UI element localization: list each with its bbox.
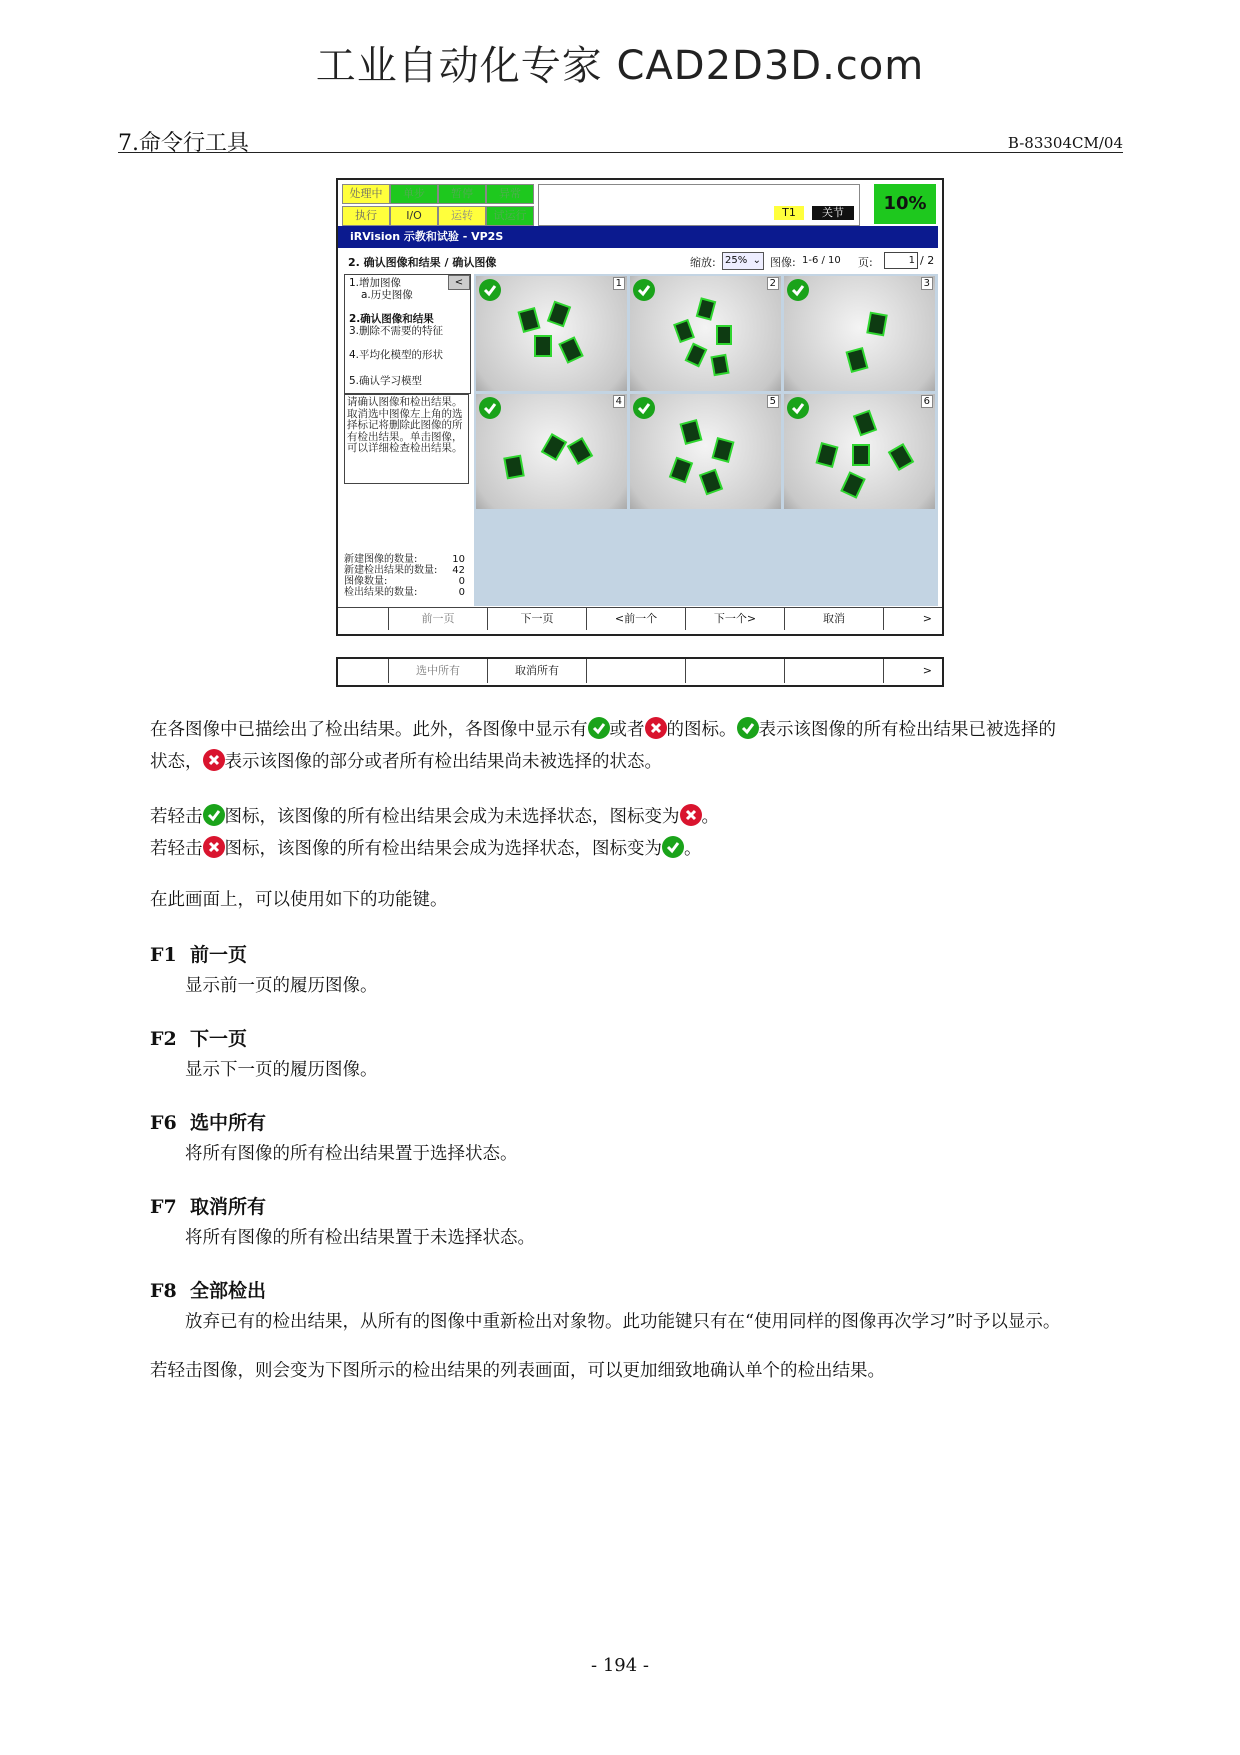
zoom-value: 25%: [725, 255, 748, 266]
text-run: 图标，该图像的所有检出结果会成为未选择状态，图标变为: [224, 807, 680, 827]
paragraph-icons: [150, 714, 1135, 778]
image-range: 1-6 / 10: [802, 255, 841, 266]
header-rule: [118, 152, 1123, 153]
text-run: 。: [684, 839, 702, 859]
document-number: B-83304CM/04: [1007, 134, 1123, 152]
image-number: 2: [767, 277, 779, 290]
fkey-blank: [587, 659, 686, 683]
menu-item-history[interactable]: a.历史图像: [361, 289, 413, 301]
cross-icon: [680, 804, 702, 826]
key-desc-f2: 显示下一页的履历图像。: [185, 1060, 378, 1080]
zoom-select[interactable]: [722, 252, 764, 270]
function-key-bar: [338, 607, 942, 631]
image-grid: [474, 274, 938, 606]
key-heading-f7: [150, 1192, 266, 1219]
key-desc-f7: 将所有图像的所有检出结果置于未选择状态。: [185, 1228, 535, 1248]
fkey-more[interactable]: >: [922, 612, 932, 625]
check-icon: [662, 836, 684, 858]
count-row: [344, 554, 469, 565]
fkey-cancel[interactable]: 取消: [785, 608, 884, 630]
fkey-blank: [338, 659, 389, 683]
screen-header: [338, 252, 942, 270]
fkey-next-page[interactable]: 下一页: [488, 608, 587, 630]
text-run: 状态，: [150, 752, 203, 772]
check-icon[interactable]: [479, 397, 501, 419]
status-prod: 运转: [438, 206, 486, 226]
count-value: 10: [452, 554, 465, 565]
menu-item-confirm[interactable]: 2.确认图像和结果: [349, 313, 434, 325]
status-step: 单步: [390, 184, 438, 204]
count-label: 图像数量:: [344, 576, 388, 587]
image-cell[interactable]: [630, 276, 781, 391]
function-key-bar-alt: [336, 657, 944, 687]
check-icon[interactable]: [787, 279, 809, 301]
page-input[interactable]: 1: [884, 252, 918, 269]
image-cell[interactable]: [784, 394, 935, 509]
key-name: 全部检出: [189, 1280, 266, 1302]
key-desc-f6: 将所有图像的所有检出结果置于选择状态。: [185, 1144, 518, 1164]
coord-joint: 关节: [812, 206, 854, 220]
count-table: [344, 554, 469, 598]
menu-item-average[interactable]: 4.平均化模型的形状: [349, 349, 444, 361]
text-run: 若轻击: [150, 807, 203, 827]
text-run: 。: [701, 807, 719, 827]
check-icon[interactable]: [633, 279, 655, 301]
paragraph-toggle-off: [150, 801, 1135, 833]
key-heading-f6: [150, 1108, 266, 1135]
count-value: 42: [452, 565, 465, 576]
paragraph-last: 若轻击图像，则会变为下图所示的检出结果的列表画面，可以更加细致地确认单个的检出结果。: [150, 1361, 885, 1381]
key-name: 取消所有: [189, 1196, 266, 1218]
key-heading-f2: [150, 1024, 247, 1051]
count-row: [344, 565, 469, 576]
key-name: 选中所有: [189, 1112, 266, 1134]
key-heading-f1: [150, 940, 247, 967]
fkey-blank: [785, 659, 884, 683]
image-number: 6: [921, 395, 933, 408]
key-code: F8: [150, 1280, 177, 1302]
pendant-screen: [336, 178, 944, 636]
count-value: 0: [458, 587, 465, 598]
page-total: / 2: [920, 254, 935, 267]
text-run: 在各图像中已描绘出了检出结果。此外，各图像中显示有: [150, 720, 588, 740]
menu-item-check-model[interactable]: 5.确认学习模型: [349, 375, 423, 387]
key-name: 下一页: [189, 1028, 247, 1050]
detected-parts: [665, 296, 750, 381]
status-fault: 异常: [486, 184, 534, 204]
mode-t1: T1: [774, 206, 804, 220]
menu-item-delete[interactable]: 3.删除不需要的特征: [349, 325, 444, 337]
zoom-label: 缩放:: [690, 256, 716, 269]
chevron-down-icon: ⌄: [752, 255, 761, 266]
page-number: - 194 -: [591, 1655, 649, 1676]
text-run: 图标，该图像的所有检出结果会成为选择状态，图标变为: [224, 839, 662, 859]
image-label: 图像:: [770, 256, 796, 269]
site-banner: 工业自动化专家 CAD2D3D.com: [315, 43, 925, 89]
fkey-next-item[interactable]: 下一个>: [686, 608, 785, 630]
override-percent: 10%: [874, 184, 936, 224]
check-icon: [588, 717, 610, 739]
detected-parts: [839, 306, 909, 381]
status-hold: 暂停: [438, 184, 486, 204]
fkey-deselect-all[interactable]: 取消所有: [488, 659, 587, 683]
detected-parts: [665, 414, 750, 499]
cross-icon: [203, 749, 225, 771]
step-title: 2. 确认图像和结果 / 确认图像: [348, 256, 497, 269]
fkey-prev-page[interactable]: 前一页: [389, 608, 488, 630]
check-icon: [737, 717, 759, 739]
key-code: F7: [150, 1196, 177, 1218]
count-row: [344, 587, 469, 598]
key-code: F1: [150, 944, 177, 966]
key-heading-f8: [150, 1276, 266, 1303]
key-name: 前一页: [189, 944, 247, 966]
status-tcyc: 试运行: [486, 206, 534, 226]
count-row: [344, 576, 469, 587]
paragraph-toggle-on: [150, 833, 1135, 865]
fkey-blank: [686, 659, 785, 683]
status-io: I/O: [390, 206, 438, 226]
paragraph-keys-intro: 在此画面上，可以使用如下的功能键。: [150, 890, 448, 910]
fkey-more[interactable]: >: [922, 664, 932, 677]
chapter-title: 7.命令行工具: [118, 131, 249, 156]
text-run: 表示该图像的部分或者所有检出结果尚未被选择的状态。: [224, 752, 662, 772]
key-desc-f8: 放弃已有的检出结果，从所有的图像中重新检出对象物。此功能键只有在“使用同样的图像再次学习”时予以显示。: [185, 1312, 1061, 1332]
count-label: 新建检出结果的数量:: [344, 565, 438, 576]
image-cell[interactable]: [784, 276, 935, 391]
text-run: 若轻击: [150, 839, 203, 859]
key-code: F6: [150, 1112, 177, 1134]
count-label: 检出结果的数量:: [344, 587, 418, 598]
screen-title: iRVision 示教和试验 - VP2S: [338, 226, 938, 248]
page-label: 页:: [858, 256, 873, 269]
image-number: 4: [613, 395, 625, 408]
count-value: 0: [458, 576, 465, 587]
menu-back-button[interactable]: <: [448, 275, 470, 290]
text-run: 表示该图像的所有检出结果已被选择的: [758, 720, 1056, 740]
check-icon: [203, 804, 225, 826]
check-icon[interactable]: [787, 397, 809, 419]
key-desc-f1: 显示前一页的履历图像。: [185, 976, 378, 996]
check-icon[interactable]: [479, 279, 501, 301]
menu-item-add-image[interactable]: 1.增加图像: [349, 277, 402, 289]
cross-icon: [645, 717, 667, 739]
image-cell[interactable]: [476, 276, 627, 391]
image-number: 3: [921, 277, 933, 290]
fkey-blank: [338, 608, 389, 630]
image-number: 5: [767, 395, 779, 408]
image-cell[interactable]: [476, 394, 627, 509]
wizard-menu: [344, 274, 471, 394]
detected-parts: [496, 429, 606, 499]
text-run: 或者: [609, 720, 645, 740]
status-busy: 处理中: [342, 184, 390, 204]
cross-icon: [203, 836, 225, 858]
detected-parts: [809, 409, 924, 504]
text-run: 的图标。: [666, 720, 737, 740]
fkey-select-all[interactable]: 选中所有: [389, 659, 488, 683]
help-text: 请确认图像和检出结果。取消选中图像左上角的选择标记将删除此图像的所有检出结果。单击图像，可以详细检查检出结果。: [344, 394, 469, 484]
detected-parts: [511, 296, 596, 376]
key-code: F2: [150, 1028, 177, 1050]
count-label: 新建图像的数量:: [344, 554, 418, 565]
check-icon[interactable]: [633, 397, 655, 419]
fkey-prev-item[interactable]: <前一个: [587, 608, 686, 630]
status-run: 执行: [342, 206, 390, 226]
image-number: 1: [613, 277, 625, 290]
image-cell[interactable]: [630, 394, 781, 509]
